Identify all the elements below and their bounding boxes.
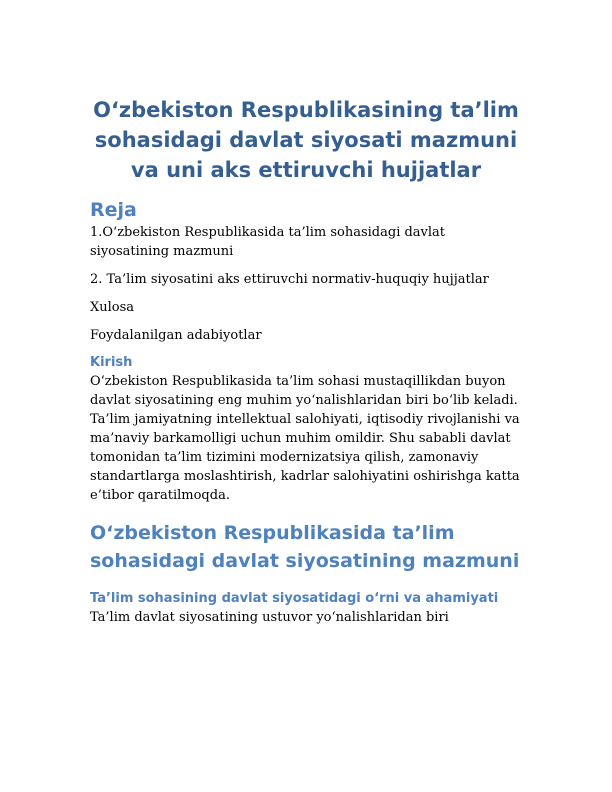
section-subheading: Ta’lim sohasining davlat siyosatidagi o‘rni va ahamiyati (90, 591, 499, 606)
document-title: O‘zbekiston Respublikasining ta’lim sohasidagi davlat siyosati mazmuni va uni aks ettiruvchi hujjatlar (93, 98, 519, 182)
section-paragraph: Ta’lim davlat siyosatining ustuvor yo‘nalishlaridan biri (90, 610, 449, 625)
document-body (90, 95, 522, 627)
kirish-paragraph: O‘zbekiston Respublikasida ta’lim sohasi mustaqillikdan buyon davlat siyosatining eng muhim yo‘nalishlaridan biri bo‘lib keladi. Ta’lim jamiyatning intellektual salohiyati, iqtisodiy rivojlanishi va ma’naviy barkamolligi uchun muhim omildir. Shu sababli davlat tomonidan ta’lim tizimini modernizatsiya qilish, zamonaviy standartlarga moslashtirish, kadrlar salohiyatini oshirishga katta e’tibor qaratilmoqda. (90, 374, 520, 503)
reja-item-4: Foydalanilgan adabiyotlar (90, 328, 262, 343)
section-heading: O‘zbekiston Respublikasida ta’lim sohasidagi davlat siyosatining mazmuni (90, 522, 520, 572)
reja-item-3: Xulosa (90, 300, 135, 315)
reja-item-2: 2. Ta’lim siyosatini aks ettiruvchi normativ-huquqiy hujjatlar (90, 272, 489, 287)
reja-item-1: 1.O‘zbekiston Respublikasida ta’lim sohasidagi davlat siyosatining mazmuni (90, 225, 446, 259)
reja-heading: Reja (90, 199, 137, 221)
kirish-heading: Kirish (90, 355, 133, 370)
